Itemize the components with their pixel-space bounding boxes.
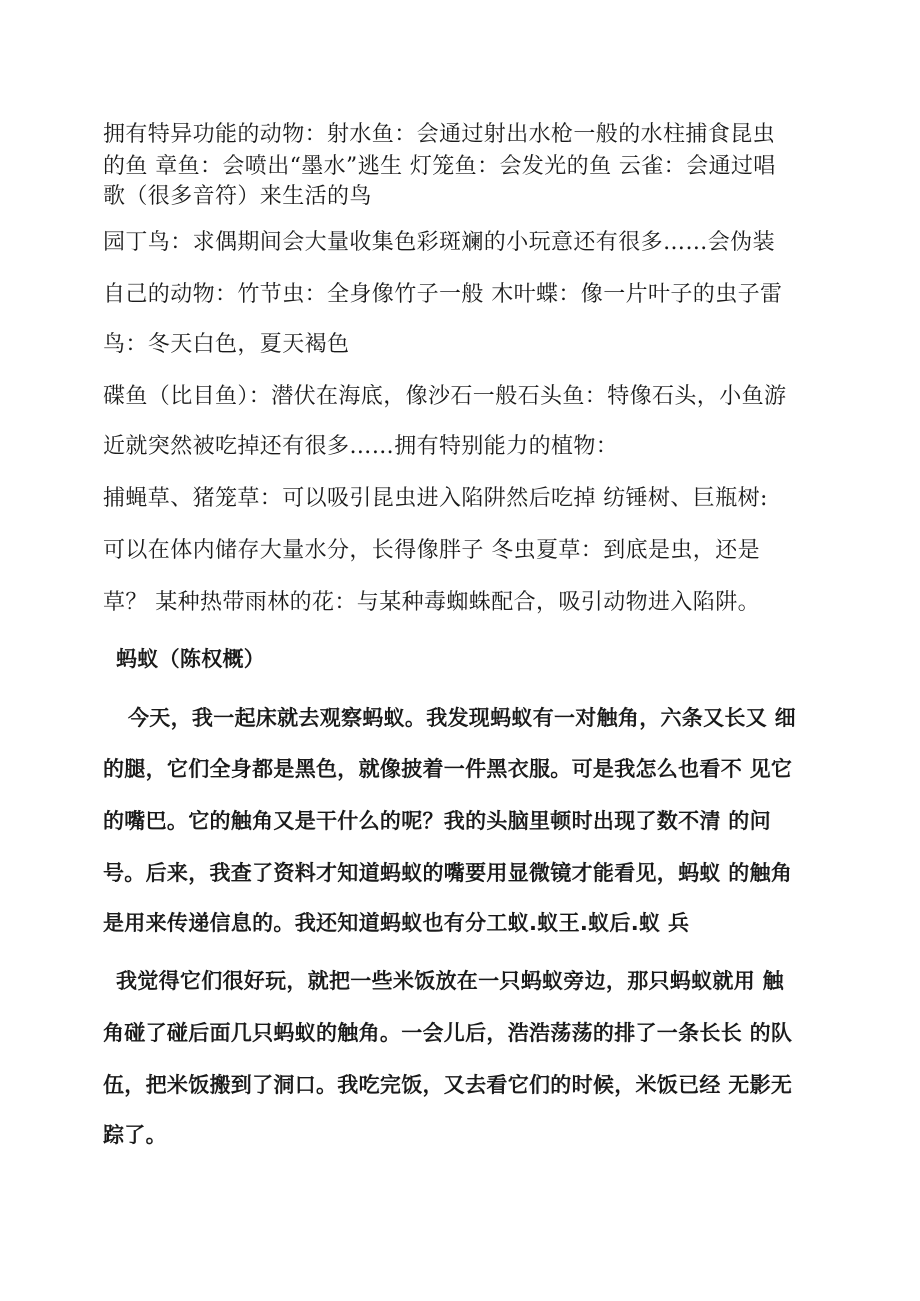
essay-line: 伍，把米饭搬到了洞口。我吃完饭，又去看它们的时候，米饭已经 无影无 <box>103 1073 793 1097</box>
essay-line: 我觉得它们很好玩，就把一些米饭放在一只蚂蚁旁边，那只蚂蚁就用 触 <box>116 969 784 993</box>
essay-line: 的嘴巴。它的触角又是干什么的呢？我的头脑里顿时出现了数不清 的问 <box>103 809 771 833</box>
essay-line: 的腿，它们全身都是黑色，就像披着一件黑衣服。可是我怎么也看不 见它 <box>103 757 793 781</box>
text-line: 的鱼 章鱼：会喷出“墨水”逃生 灯笼鱼：会发光的鱼 云雀：会通过唱 <box>103 154 776 179</box>
text-line: 拥有特异功能的动物：射水鱼：会通过射出水枪一般的水柱捕食昆虫 <box>103 122 776 147</box>
text-line: 近就突然被吃掉还有很多……拥有特别能力的植物： <box>103 434 619 459</box>
essay-line: 今天，我一起床就去观察蚂蚁。我发现蚂蚁有一对触角，六条又长又 细 <box>128 706 796 730</box>
text-line: 自己的动物：竹节虫：全身像竹子一般 木叶蝶：像一片叶子的虫子雷 <box>103 282 783 307</box>
text-line: 碟鱼（比目鱼）：潜伏在海底，像沙石一般石头鱼：特像石头，小鱼游 <box>103 384 787 409</box>
text-line: 草？ 某种热带雨林的花：与某种毒蜘蛛配合，吸引动物进入陷阱。 <box>103 590 760 615</box>
text-line: 捕蝇草、猪笼草：可以吸引昆虫进入陷阱然后吃掉 纺锤树、巨瓶树: <box>103 486 768 511</box>
text-line: 可以在体内储存大量水分，长得像胖子 冬虫夏草：到底是虫，还是 <box>103 538 760 563</box>
essay-line: 是用来传递信息的。我还知道蚂蚁也有分工蚁.蚁王.蚁后.蚁 兵 <box>103 911 690 935</box>
text-line: 园丁鸟：求偶期间会大量收集色彩斑斓的小玩意还有很多……会伪装 <box>103 230 776 255</box>
text-line: 鸟：冬天白色，夏天褐色 <box>103 332 350 357</box>
text-line: 歌（很多音符）来生活的鸟 <box>103 184 372 209</box>
essay-line: 号。后来，我查了资料才知道蚂蚁的嘴要用显微镜才能看见，蚂蚁 的触角 <box>103 861 793 885</box>
essay-line: 角碰了碰后面几只蚂蚁的触角。一会儿后，浩浩荡荡的排了一条长长 的队 <box>103 1021 793 1045</box>
essay-line: 踪了。 <box>103 1123 167 1147</box>
essay-title: 蚂蚁（陈权概） <box>116 647 266 671</box>
